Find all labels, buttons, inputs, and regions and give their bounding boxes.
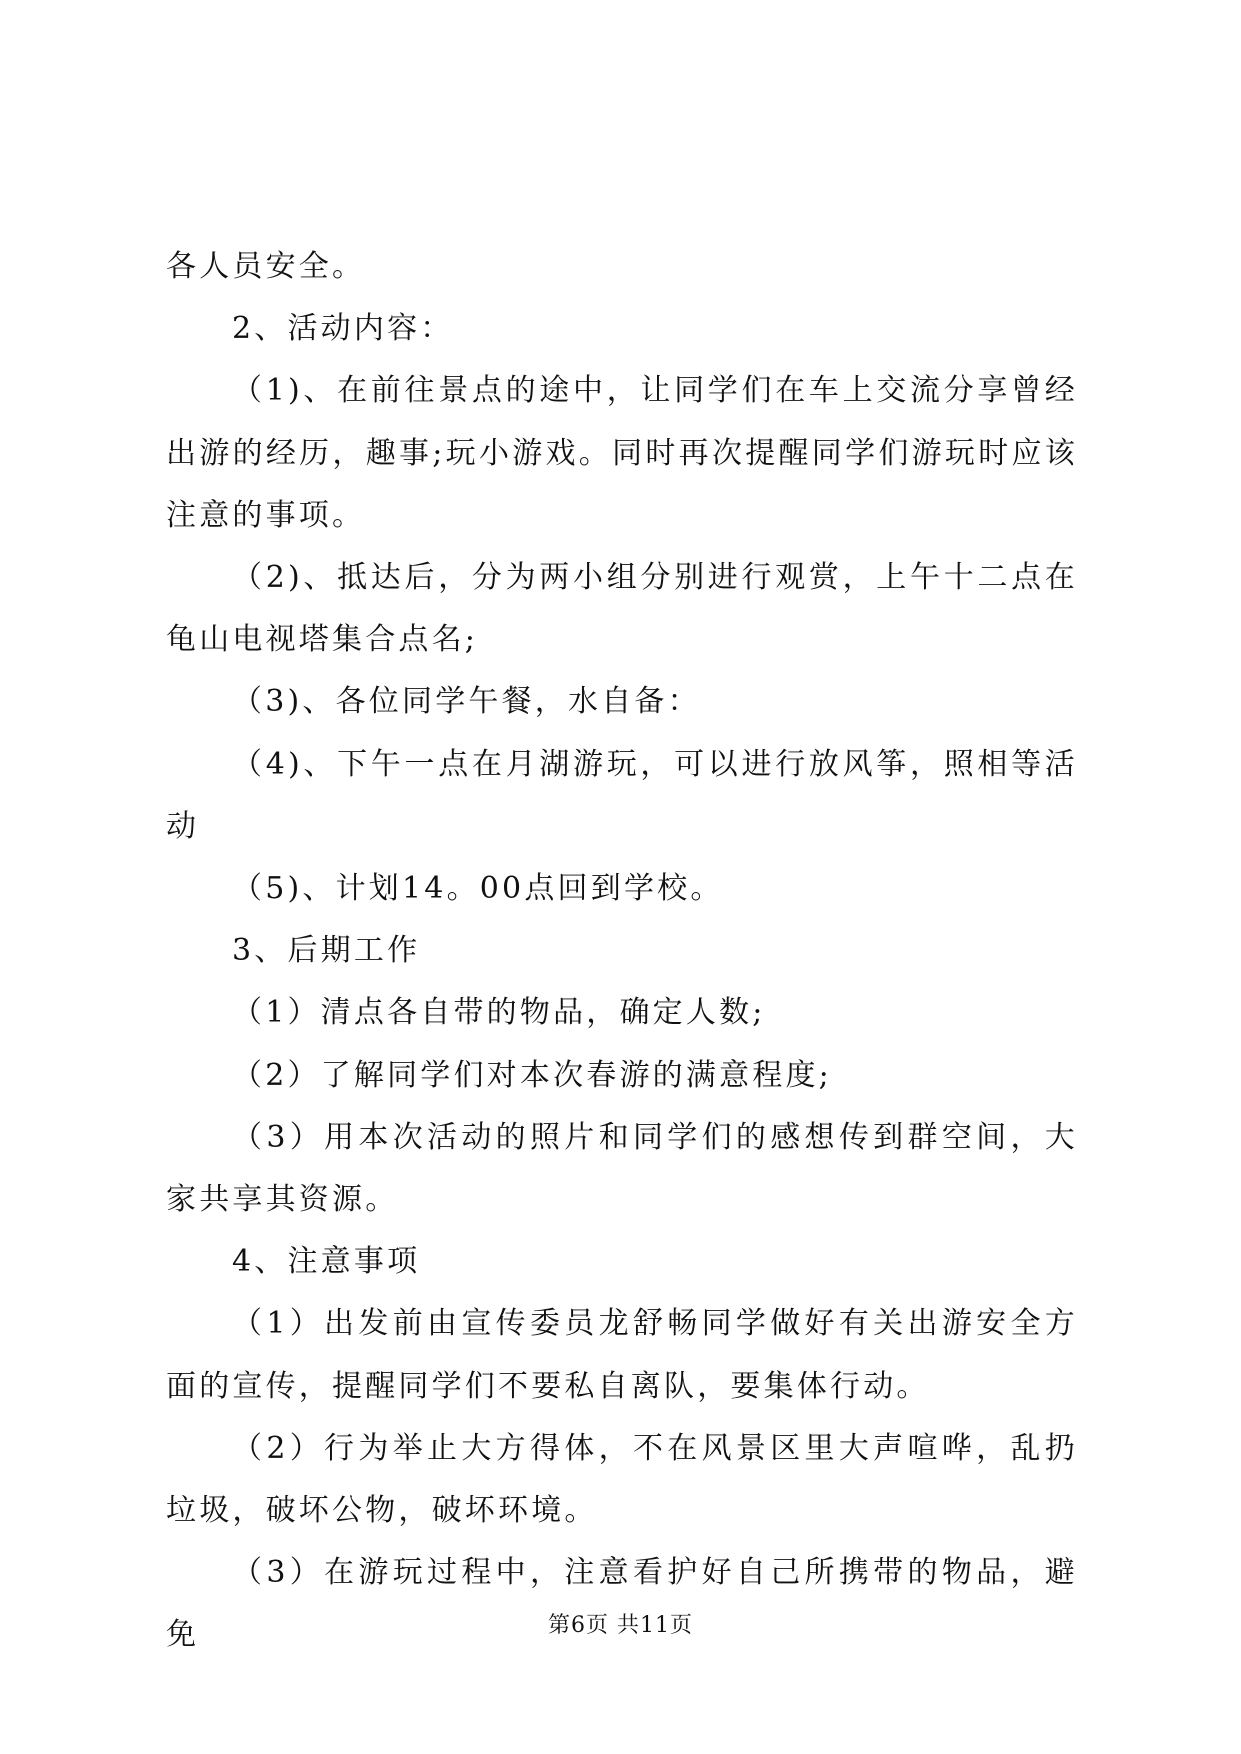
paragraph-item-3: （3)、各位同学午餐，水自备： — [232, 684, 701, 720]
paragraph-precaution-2: （2）行为举止大方得体，不在风景区里大声喧哗，乱扔垃圾，破坏公物，破坏环境。 — [166, 1430, 1078, 1529]
paragraph-followup-3: （3）用本次活动的照片和同学们的感想传到群空间，大家共享其资源。 — [166, 1119, 1078, 1218]
paragraph-precaution-3: （3）在游玩过程中，注意看护好自己所携带的物品，避免 — [166, 1555, 1078, 1653]
heading-precautions: 4、注意事项 — [232, 1244, 421, 1280]
paragraph-followup-1: （1）清点各自带的物品，确定人数; — [232, 995, 766, 1031]
paragraph-item-4: （4)、下午一点在月湖游玩，可以进行放风筝，照相等活动 — [166, 746, 1078, 844]
heading-follow-up-work: 3、后期工作 — [232, 933, 421, 969]
heading-activity-content: 2、活动内容： — [232, 311, 454, 347]
paragraph-followup-2: （2）了解同学们对本次春游的满意程度; — [232, 1057, 832, 1093]
paragraph-safety-tail: 各人员安全。 — [166, 249, 366, 284]
paragraph-item-5: （5)、计划14。00点回到学校。 — [232, 871, 724, 907]
document-body — [166, 236, 1078, 1667]
paragraph-item-2: （2)、抵达后，分为两小组分别进行观赏，上午十二点在龟山电视塔集合点名; — [166, 560, 1078, 658]
paragraph-item-1: （1)、在前往景点的途中，让同学们在车上交流分享曾经出游的经历，趣事;玩小游戏。同时再次提醒同学们游玩时应该注意的事项。 — [166, 373, 1078, 533]
paragraph-precaution-1: （1）出发前由宣传委员龙舒畅同学做好有关出游安全方面的宣传，提醒同学们不要私自离队，要集体行动。 — [166, 1306, 1078, 1404]
page-number-footer: 第6页 共11页 — [548, 1613, 693, 1638]
